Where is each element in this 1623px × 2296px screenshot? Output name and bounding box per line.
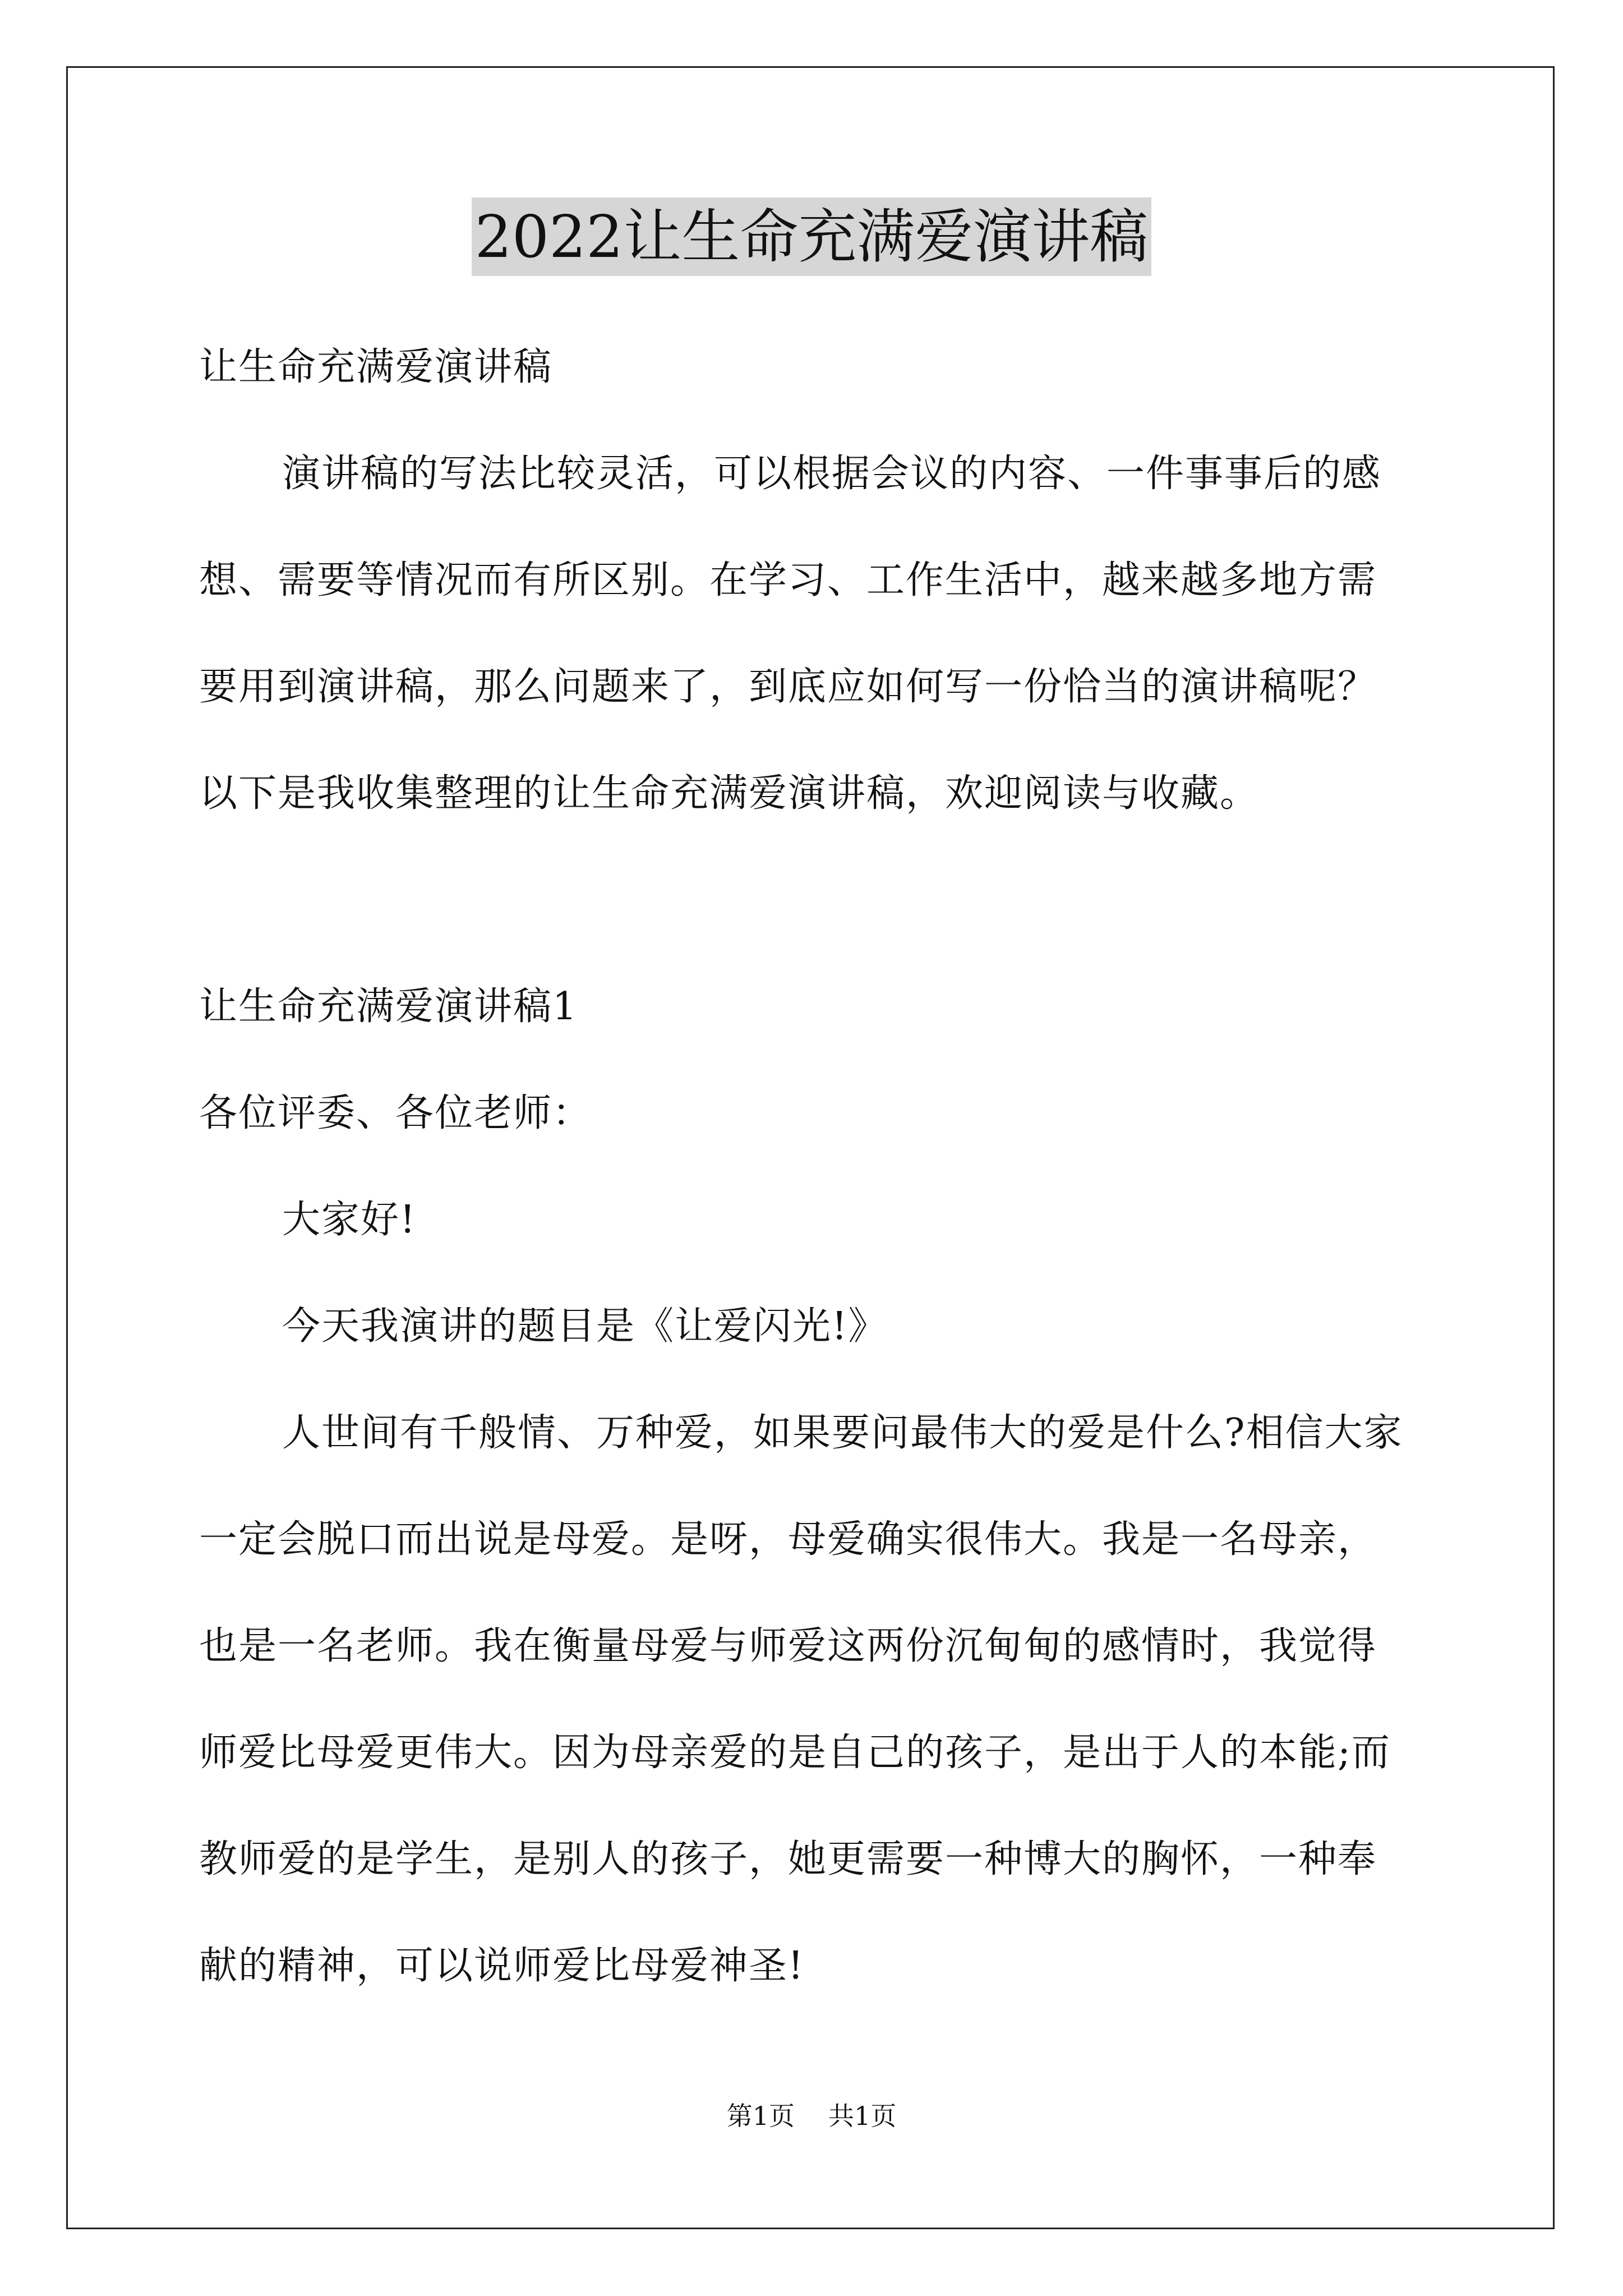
document-body: [199, 314, 1433, 2019]
text-line: 师爱比母爱更伟大。因为母亲爱的是自己的孩子，是出于人的本能;而: [199, 1731, 1391, 1775]
page-total: 共1页: [828, 2101, 897, 2131]
text-line: 也是一名老师。我在衡量母爱与师爱这两份沉甸甸的感情时，我觉得: [199, 1624, 1377, 1668]
text-line: 让生命充满爱演讲稿1: [199, 984, 578, 1029]
text-line: 一定会脱口而出说是母爱。是呀，母爱确实很伟大。我是一名母亲，: [199, 1517, 1377, 1562]
document-title: 2022让生命充满爱演讲稿: [472, 197, 1152, 276]
text-line: 献的精神，可以说师爱比母爱神圣!: [199, 1944, 805, 1988]
page-current: 第1页: [726, 2101, 795, 2131]
title-wrap: [0, 197, 1623, 276]
page-footer: [0, 2099, 1623, 2133]
text-line: 今天我演讲的题目是《让爱闪光!》: [282, 1304, 888, 1349]
text-line: 人世间有千般情、万种爱，如果要问最伟大的爱是什么?相信大家: [282, 1411, 1403, 1455]
text-line: 让生命充满爱演讲稿: [199, 345, 553, 389]
text-line: 各位评委、各位老师：: [199, 1091, 592, 1135]
text-line: 想、需要等情况而有所区别。在学习、工作生活中，越来越多地方需: [199, 558, 1377, 602]
text-line: 教师爱的是学生，是别人的孩子，她更需要一种博大的胸怀，一种奉: [199, 1837, 1377, 1881]
blank-line: [199, 847, 1433, 954]
text-line: 演讲稿的写法比较灵活，可以根据会议的内容、一件事事后的感: [282, 452, 1382, 496]
text-line: 大家好!: [282, 1198, 417, 1242]
text-line: 以下是我收集整理的让生命充满爱演讲稿，欢迎阅读与收藏。: [199, 771, 1260, 816]
text-line: 要用到演讲稿，那么问题来了，到底应如何写一份恰当的演讲稿呢？: [199, 665, 1377, 709]
